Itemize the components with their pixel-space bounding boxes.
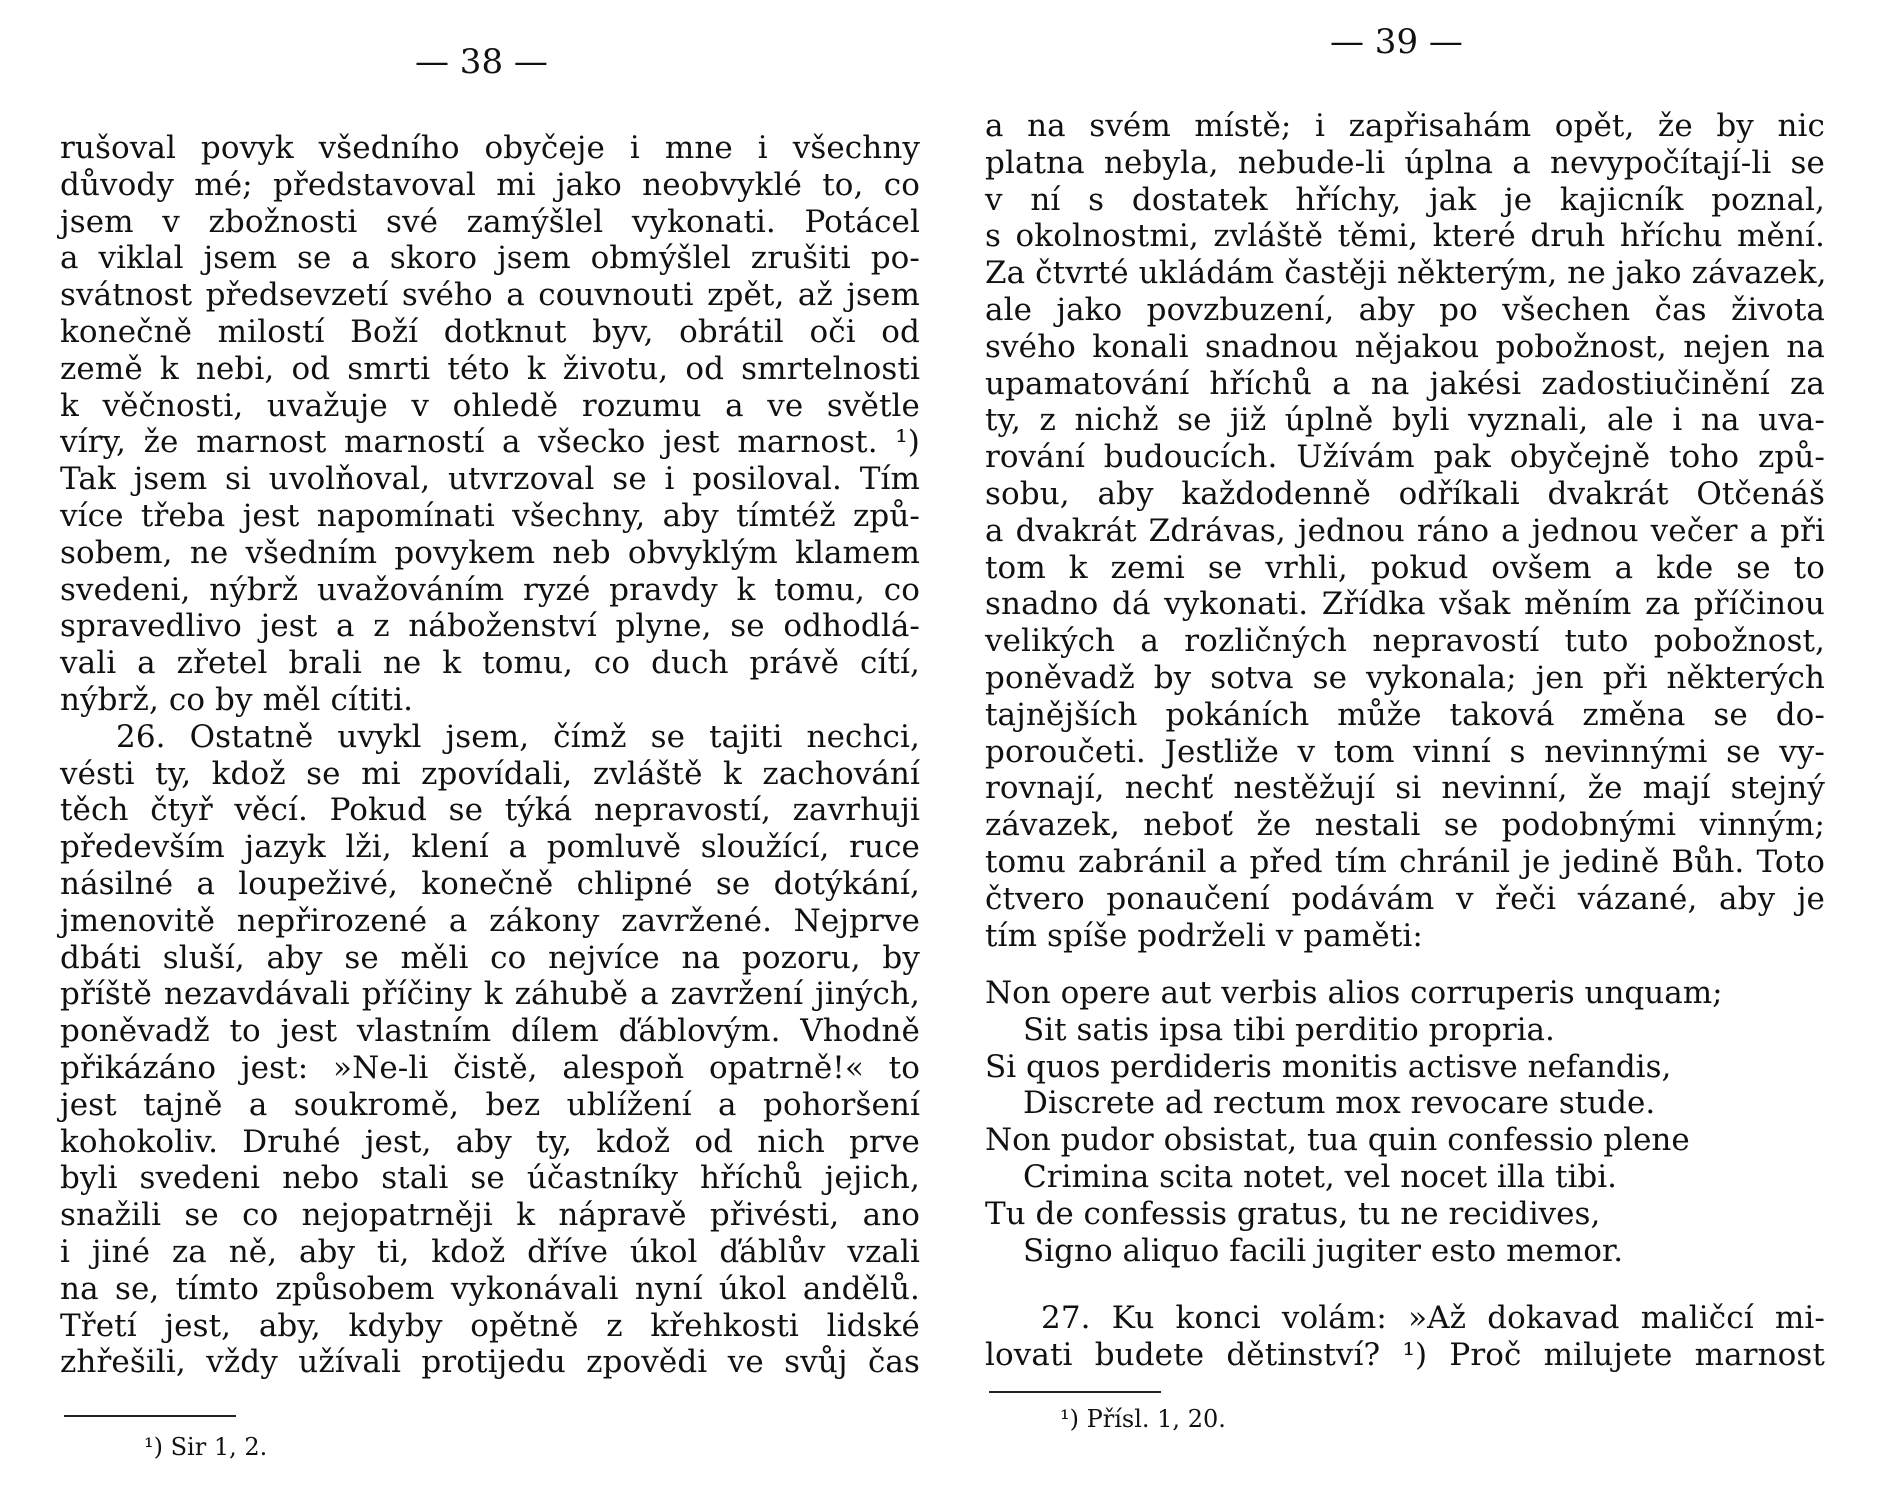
- text-line: snadno dá vykonati. Zřídka však měním za příčinou: [985, 586, 1825, 623]
- footnote-divider: [989, 1391, 1161, 1393]
- text-line: s okolnostmi, zvláště těmi, které druh hříchu mění.: [985, 218, 1825, 255]
- paragraph-start-line: 27. Ku konci volám: »Až dokavad maličcí mi-: [1041, 1300, 1825, 1336]
- text-line: na se, tímto způsobem vykonávali nyní úkol andělů.: [60, 1270, 920, 1307]
- verse-line: Sit satis ipsa tibi perditio propria.: [1023, 1011, 1555, 1048]
- text-line: spravedlivo jest a z náboženství plyne, se odhodlá-: [60, 608, 920, 645]
- text-line: tím spíše podrželi v paměti:: [985, 917, 1423, 954]
- text-line: svedeni, nýbrž uvažováním ryzé pravdy k tomu, co: [60, 571, 920, 608]
- text-line: závazek, neboť že nestali se podobnými vinným;: [985, 807, 1825, 844]
- text-line: velikých a rozličných nepravostí tuto pobožnost,: [985, 623, 1825, 660]
- text-line: kohokoliv. Druhé jest, aby ty, kdož od nich prve: [60, 1123, 920, 1160]
- latin-verse: [985, 975, 1723, 1269]
- text-line: dbáti sluší, aby se měli co nejvíce na pozoru, by: [60, 939, 920, 976]
- text-line: nýbrž, co by měl cítiti.: [60, 681, 414, 718]
- text-line: jest tajně a soukromě, bez ublížení a pohoršení: [60, 1086, 920, 1123]
- closing-paragraph: [985, 1300, 1825, 1374]
- page-number-left: — 38 —: [415, 42, 548, 82]
- right-page-text: [985, 108, 1825, 954]
- verse-line: Non pudor obsistat, tua quin confessio plene: [985, 1122, 1690, 1159]
- footnote-right: ¹) Přísl. 1, 20.: [1060, 1405, 1226, 1433]
- text-line: ty, z nichž se již úplně byli vyznali, ale i na uva-: [985, 402, 1825, 439]
- text-line: poroučeti. Jestliže v tom vinní s nevinnými se vy-: [985, 733, 1825, 770]
- text-line: tom k zemi se vrhli, pokud ovšem a kde se to: [985, 549, 1825, 586]
- text-line: snažili se co nejopatrněji k nápravě přivésti, ano: [60, 1197, 920, 1234]
- text-line: a viklal jsem se a skoro jsem obmýšlel zrušiti po-: [60, 240, 920, 277]
- text-line: tomu zabránil a před tím chránil je jedině Bůh. Toto: [985, 843, 1825, 880]
- text-line: víry, že marnost marností a všecko jest marnost. ¹): [60, 424, 920, 461]
- verse-line: Non opere aut verbis alios corruperis unquam;: [985, 975, 1723, 1011]
- verse-line: Crimina scita notet, vel nocet illa tibi.: [1023, 1158, 1617, 1195]
- footnote-left: ¹) Sir 1, 2.: [144, 1433, 268, 1461]
- text-line: svého konali snadnou nějakou pobožnost, nejen na: [985, 328, 1825, 365]
- text-line: Třetí jest, aby, kdyby opětně z křehkosti lidské: [60, 1307, 920, 1344]
- text-line: rušoval povyk všedního obyčeje i mne i všechny: [60, 130, 920, 166]
- text-line: země k nebi, od smrti této k životu, od smrtelnosti: [60, 350, 920, 387]
- text-line: poněvadž to jest vlastním dílem ďáblovým. Vhodně: [60, 1013, 920, 1050]
- text-line: a dvakrát Zdrávas, jednou ráno a jednou večer a při: [985, 512, 1825, 549]
- verse-line: Tu de confessis gratus, tu ne recidives,: [985, 1195, 1601, 1232]
- text-line: poněvadž by sotva se vykonala; jen při některých: [985, 659, 1825, 696]
- text-line: tajnějších pokáních může taková změna se do-: [985, 696, 1825, 733]
- text-line: ale jako povzbuzení, aby po všechen čas života: [985, 291, 1825, 328]
- text-line: lovati budete dětinství? ¹) Proč milujete marnost: [985, 1336, 1825, 1373]
- text-line: rovnají, nechť nestěžují si nevinní, že mají stejný: [985, 770, 1825, 807]
- text-line: svátnost předsevzetí svého a couvnouti zpět, až jsem: [60, 277, 920, 314]
- text-line: k věčnosti, uvažuje v ohledě rozumu a ve světle: [60, 387, 920, 424]
- verse-line: Si quos perdideris monitis actisve nefandis,: [985, 1048, 1672, 1085]
- verse-line: Signo aliquo facili jugiter esto memor.: [1023, 1232, 1624, 1269]
- text-line: i jiné za ně, aby ti, kdož dříve úkol ďáblův vzali: [60, 1233, 920, 1270]
- text-line: těch čtyř věcí. Pokud se týká nepravostí, zavrhuji: [60, 792, 920, 829]
- text-line: Za čtvrté ukládám častěji některým, ne jako závazek,: [985, 255, 1827, 292]
- text-line: důvody mé; představoval mi jako neobvyklé to, co: [60, 166, 920, 203]
- verse-line: Discrete ad rectum mox revocare stude.: [1023, 1085, 1656, 1122]
- text-line: příště nezavdávali příčiny k záhubě a zavržení jiných,: [60, 976, 920, 1013]
- text-line: jsem v zbožnosti své zamýšlel vykonati. Potácel: [60, 203, 920, 240]
- text-line: vésti ty, kdož se mi zpovídali, zvláště k zachování: [60, 755, 920, 792]
- text-line: konečně milostí Boží dotknut byv, obrátil oči od: [60, 313, 920, 350]
- text-line: byli svedeni nebo stali se účastníky hříchů jejich,: [60, 1160, 920, 1197]
- text-line: platna nebyla, nebude-li úplna a nevypočítají-li se: [985, 144, 1825, 181]
- paragraph-start-line: 26. Ostatně uvykl jsem, čímž se tajiti nechci,: [116, 718, 920, 755]
- text-line: více třeba jest napomínati všechny, aby tímtéž způ-: [60, 497, 920, 534]
- text-line: jmenovitě nepřirozené a zákony zavržené. Nejprve: [60, 902, 920, 939]
- text-line: upamatování hříchů a na jakési zadostiučinění za: [985, 365, 1825, 402]
- text-line: vali a zřetel brali ne k tomu, co duch právě cítí,: [60, 645, 920, 682]
- text-line: především jazyk lži, klení a pomluvě sloužící, ruce: [60, 829, 920, 866]
- text-line: zhřešili, vždy užívali protijedu zpovědi ve svůj čas: [60, 1344, 920, 1381]
- text-line: rování budoucích. Užívám pak obyčejně toho způ-: [985, 439, 1825, 476]
- text-line: čtvero ponaučení podávám v řeči vázané, aby je: [985, 880, 1825, 917]
- text-line: v ní s dostatek hříchy, jak je kajicník poznal,: [985, 181, 1825, 218]
- page-number-right: — 39 —: [1330, 22, 1463, 62]
- footnote-divider: [64, 1415, 236, 1417]
- text-line: sobu, aby každodenně odříkali dvakrát Otčenáš: [985, 475, 1825, 512]
- text-line: násilné a loupeživé, konečně chlipné se dotýkání,: [60, 865, 920, 902]
- text-line: a na svém místě; i zapřisahám opět, že by nic: [985, 108, 1825, 144]
- left-page-text: [60, 130, 920, 1381]
- text-line: přikázáno jest: »Ne-li čistě, alespoň opatrně!« to: [60, 1049, 920, 1086]
- text-line: Tak jsem si uvolňoval, utvrzoval se i posiloval. Tím: [60, 461, 920, 498]
- text-line: sobem, ne všedním povykem neb obvyklým klamem: [60, 534, 920, 571]
